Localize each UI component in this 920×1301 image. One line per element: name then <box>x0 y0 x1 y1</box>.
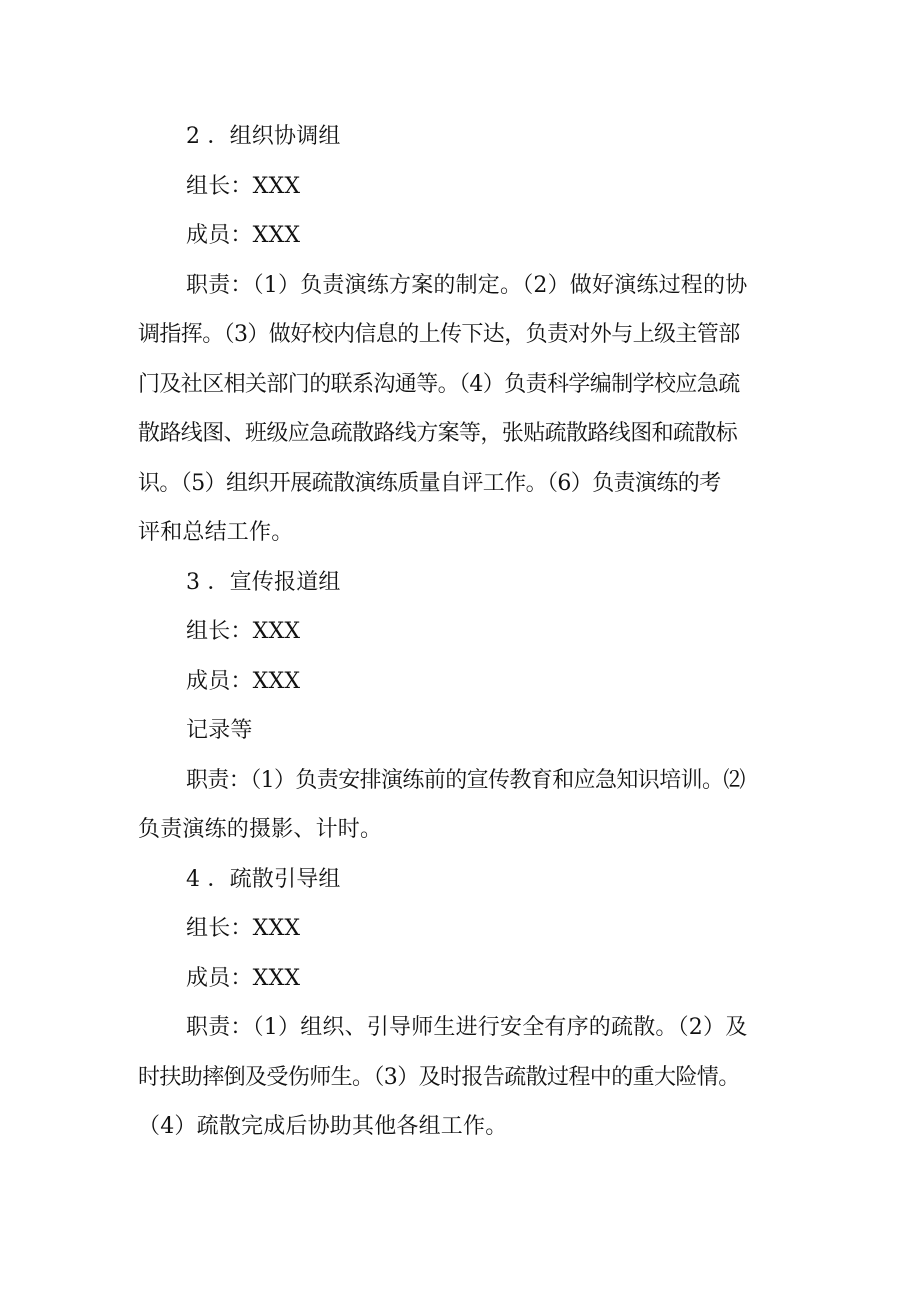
section-heading: 3 ．宣传报道组 <box>186 569 341 595</box>
duty-line: 评和总结工作。 <box>138 520 294 545</box>
duty-line: 识。（5）组织开展疏散演练质量自评工作。（6）负责演练的考 <box>138 470 721 496</box>
group-leader: 组长：XXX <box>186 916 301 941</box>
group-members: 成员：XXX <box>186 965 301 991</box>
duty-line: 职责：（1）组织、引导师生进行安全有序的疏散。（2）及 <box>186 1015 748 1040</box>
duty-line: 时扶助摔倒及受伤师生。（3）及时报告疏散过程中的重大险情。 <box>138 1064 740 1090</box>
group-members: 成员：XXX <box>186 223 301 248</box>
group-leader: 组长：XXX <box>186 173 301 199</box>
document-body <box>138 112 788 1152</box>
group-leader: 组长：XXX <box>186 619 301 644</box>
duty-line: 门及社区相关部门的联系沟通等。（4）负责科学编制学校应急疏 <box>138 371 740 397</box>
duty-line: 调指挥。（3）做好校内信息的上传下达，负责对外与上级主管部 <box>138 322 740 347</box>
duty-line: 负责演练的摄影、计时。 <box>138 817 383 842</box>
section-heading: 4 ．疏散引导组 <box>186 866 341 892</box>
duty-line: （4）疏散完成后协助其他各组工作。 <box>138 1114 508 1139</box>
duty-line: 职责：（1）负责安排演练前的宣传教育和应急知识培训。⑵ <box>186 767 745 793</box>
group-members: 成员：XXX <box>186 668 301 694</box>
duty-line: 散路线图、班级应急疏散路线方案等，张贴疏散路线图和疏散标 <box>138 421 738 446</box>
group-note: 记录等 <box>186 718 253 743</box>
duty-line: 职责：（1）负责演练方案的制定。（2）做好演练过程的协 <box>186 272 748 298</box>
section-heading: 2 ．组织协调组 <box>186 124 341 149</box>
